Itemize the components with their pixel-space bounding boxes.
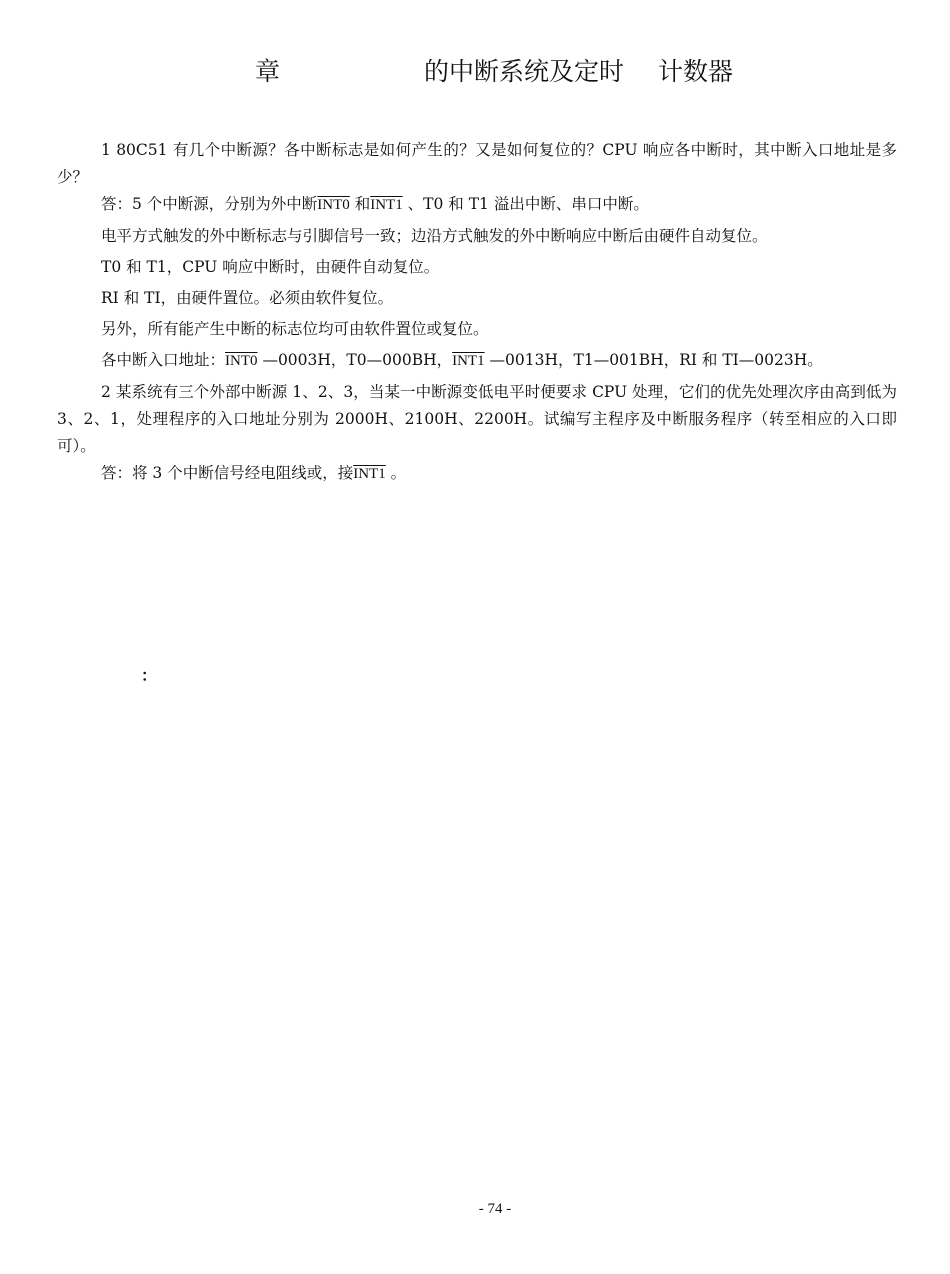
- answer-1-line-1: [57, 191, 897, 219]
- answer-1-sources: 、T0 和 T1 溢出中断、串口中断。: [402, 195, 649, 213]
- entry-address-label: 各中断入口地址：: [101, 351, 226, 369]
- answer-1-line-2: 电平方式触发的外中断标志与引脚信号一致；边沿方式触发的外中断响应中断后由硬件自动复位。: [101, 227, 768, 245]
- entry-address-mid: —0003H，T0—000BH，: [257, 351, 453, 369]
- int0-label: INT0: [317, 197, 350, 213]
- answer-1-line-3: T0 和 T1，CPU 响应中断时，由硬件自动复位。: [101, 258, 440, 276]
- int1-label-2: INT1: [452, 353, 485, 369]
- answer-2-text: 答：将 3 个中断信号经电阻线或，接: [101, 464, 354, 482]
- question-1: 1 80C51 有几个中断源？各中断标志是如何产生的？又是如何复位的？CPU 响应各中断时，其中断入口地址是多少？: [57, 141, 897, 186]
- int0-label-2: INT0: [225, 353, 258, 369]
- title-part-counter: 计数器: [658, 57, 734, 86]
- answer-2: [57, 460, 897, 488]
- title-part-main: 的中断系统及定时: [424, 57, 625, 86]
- page-number: - 74 -: [478, 1201, 512, 1217]
- answer-1-line-6: [57, 347, 897, 375]
- and-text: 和: [349, 195, 371, 213]
- stray-colon: ：: [141, 666, 158, 685]
- entry-address-end: —0013H，T1—001BH，RI 和 TI—0023H。: [484, 351, 823, 369]
- answer-1-line-4: RI 和 TI，由硬件置位。必须由软件复位。: [101, 289, 394, 307]
- chapter-title: [0, 52, 950, 88]
- int1-label-3: INT1: [353, 466, 386, 482]
- document-body: [57, 137, 897, 492]
- title-part-chapter: 章: [255, 57, 281, 86]
- question-2: 2 某系统有三个外部中断源 1、2、3，当某一中断源变低电平时便要求 CPU 处理，它们的优先处理次序由高到低为 3、2、1，处理程序的入口地址分别为 2000H、2100H、2200H。试编写主程序及中断服务程序（转至相应的入口即可）。: [57, 383, 897, 455]
- answer-2-end: 。: [385, 464, 407, 482]
- answer-1-intro: 答：5 个中断源，分别为外中断: [101, 195, 318, 213]
- int1-label: INT1: [370, 197, 403, 213]
- answer-1-line-5: 另外，所有能产生中断的标志位均可由软件置位或复位。: [101, 320, 489, 338]
